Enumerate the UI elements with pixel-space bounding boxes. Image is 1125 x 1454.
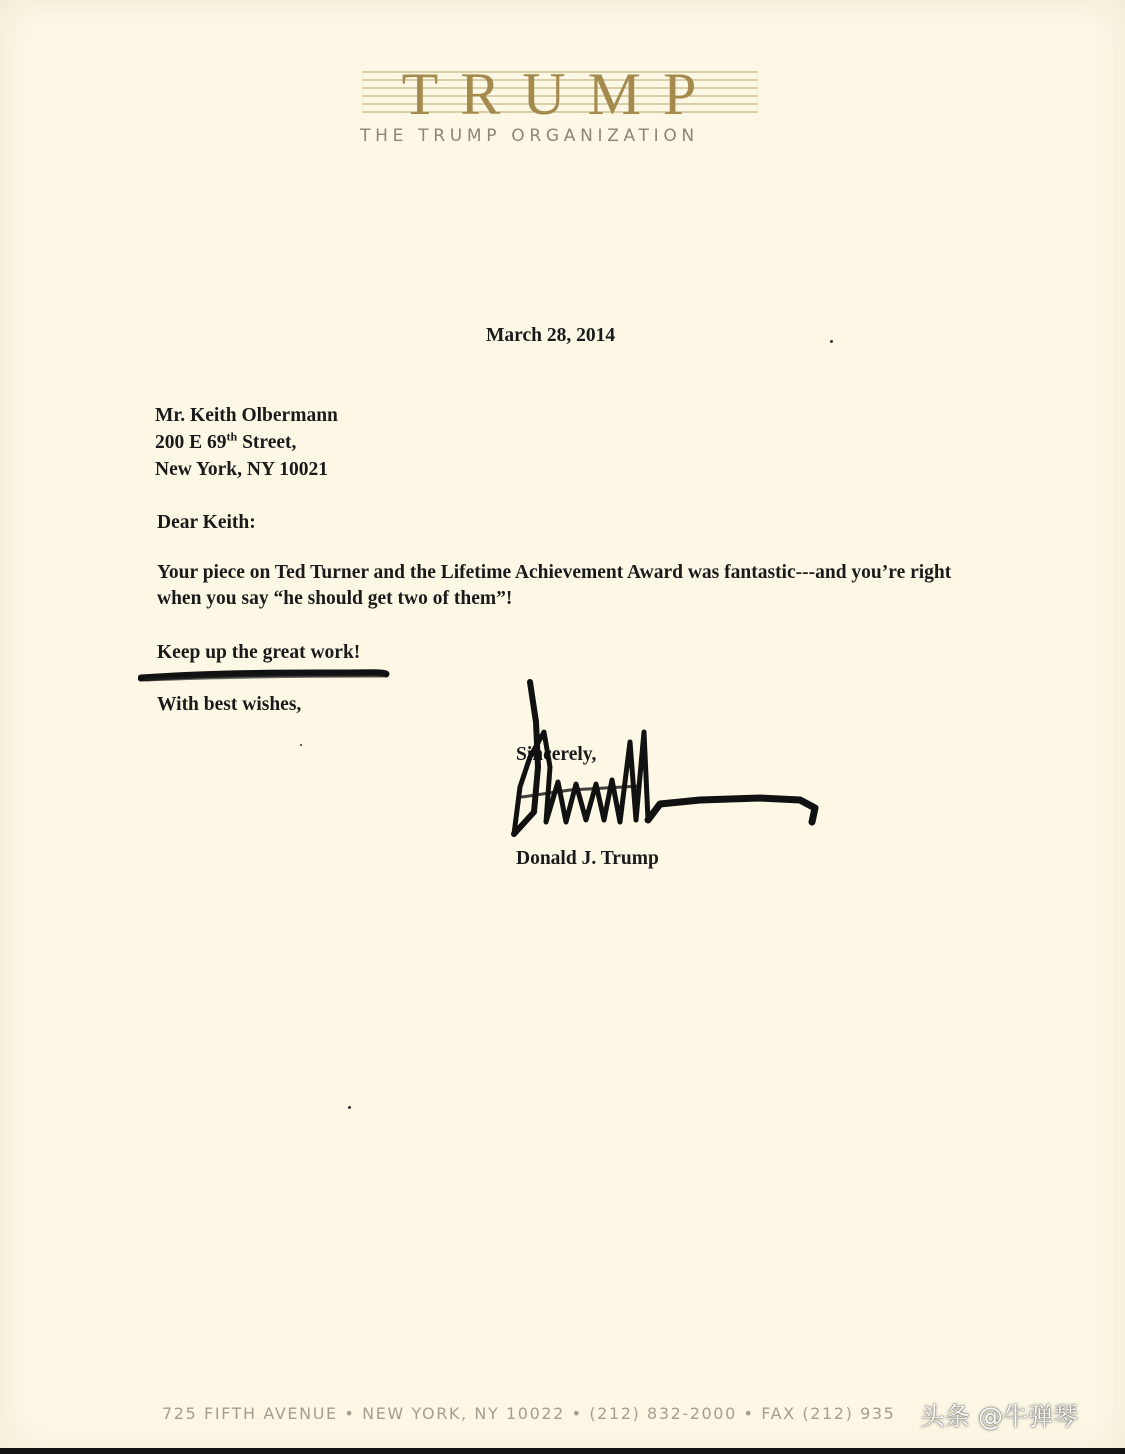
street-number: 200 E 69 [155, 432, 227, 453]
salutation: Dear Keith: [157, 512, 256, 533]
brand-wordmark: TRUMP [401, 62, 719, 120]
watermark [920, 1399, 1078, 1431]
footer-address: 725 FIFTH AVENUE • NEW YORK, NY 10022 • (212) 832-2000 • FAX (212) 935 [162, 1404, 896, 1423]
letter-body: Your piece on Ted Turner and the Lifetime Achievement Award was fantastic---and you’re right when you say “he should get two of them”! [157, 562, 952, 609]
trump-logo [360, 62, 760, 120]
paper-speck [830, 340, 833, 343]
best-wishes: With best wishes, [157, 694, 302, 715]
closing: Sincerely, [516, 744, 597, 765]
recipient-city: New York, NY 10021 [155, 459, 328, 480]
paper-speck [348, 1106, 351, 1109]
street-suffix: th [226, 429, 238, 444]
watermark-text: 头条 @牛弹琴 [920, 1402, 1078, 1431]
handwritten-signature [500, 672, 825, 852]
marker-underline [138, 664, 390, 686]
letter-date: March 28, 2014 [486, 325, 616, 346]
letterhead [360, 62, 760, 152]
emphasis-line: Keep up the great work! [157, 642, 361, 663]
paper-speck [300, 744, 302, 746]
organization-name: THE TRUMP ORGANIZATION [360, 126, 699, 146]
recipient-street [155, 429, 297, 454]
street-name: Street, [237, 432, 297, 453]
recipient-name: Mr. Keith Olbermann [155, 405, 338, 426]
signer-name: Donald J. Trump [516, 848, 659, 869]
